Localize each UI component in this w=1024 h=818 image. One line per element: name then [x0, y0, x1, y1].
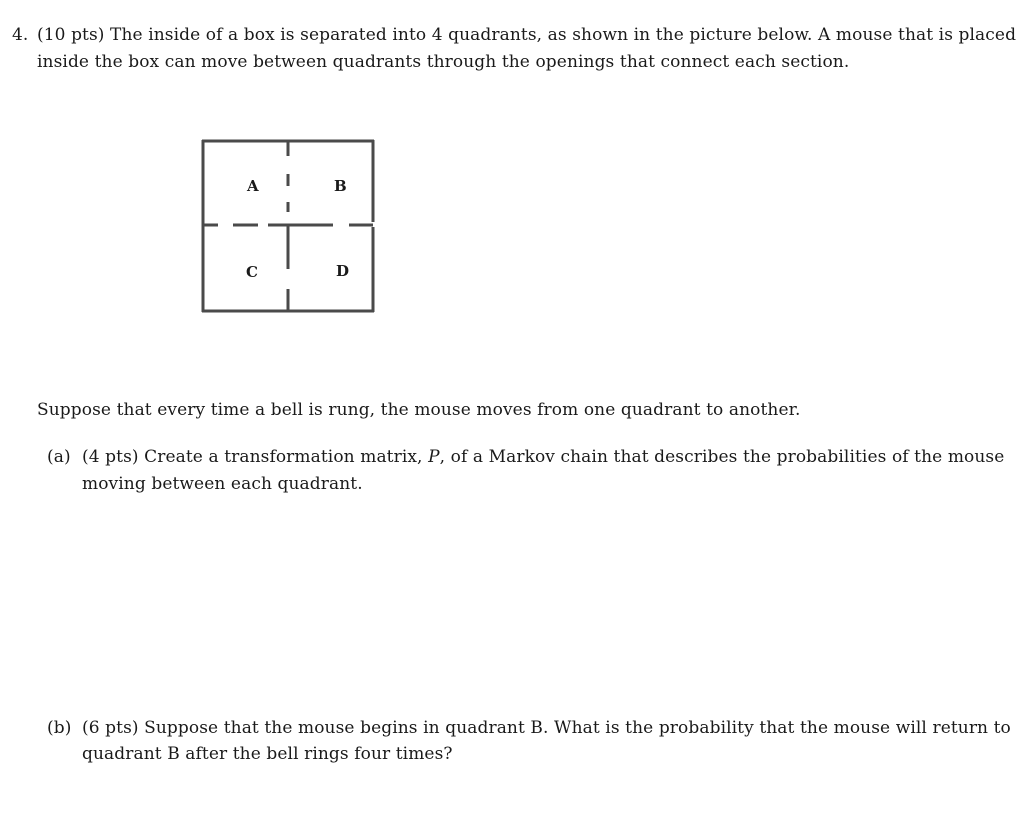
quadrant-box-svg: [196, 134, 381, 319]
quadrant-box-diagram: [196, 134, 381, 319]
quadrant-label-b: B: [334, 177, 347, 195]
part-a-label: (a): [47, 447, 71, 467]
matrix-variable-p: P: [428, 447, 440, 467]
question-number: 4.: [12, 25, 29, 45]
question-text-line-2: inside the box can move between quadrants through the openings that connect each section.: [37, 52, 850, 72]
intro-text: Suppose that every time a bell is rung, the mouse moves from one quadrant to another.: [37, 400, 801, 420]
quadrant-label-a: A: [247, 177, 259, 195]
part-b-text-line-1: (6 pts) Suppose that the mouse begins in quadrant B. What is the probability that the mouse will return to: [82, 718, 1011, 738]
part-b-label: (b): [47, 718, 72, 738]
quadrant-label-c: C: [246, 263, 258, 281]
quadrant-label-d: D: [336, 262, 350, 280]
part-b-text-line-2: quadrant B after the bell rings four times?: [82, 744, 453, 764]
part-a-text-line-1: (4 pts) Create a transformation matrix, P, of a Markov chain that describes the probabilities of the mouse: [82, 447, 1005, 467]
question-text-line-1: (10 pts) The inside of a box is separated into 4 quadrants, as shown in the picture below. A mouse that is placed: [37, 25, 1017, 45]
part-a-text-line-2: moving between each quadrant.: [82, 474, 363, 494]
